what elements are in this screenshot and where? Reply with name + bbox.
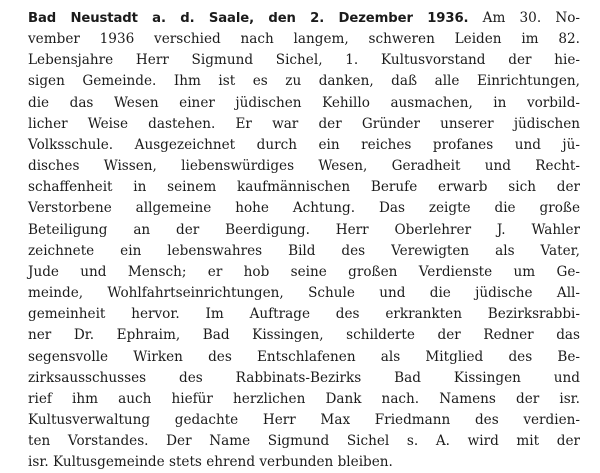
- article-line-5: die das Wesen einer jüdischen Kehillo ausmachen, in vorbild-: [28, 94, 580, 111]
- article-line-14: meinde, Wohlfahrtseinrichtungen, Schule und die jüdische All-: [28, 285, 580, 302]
- article-line-18: zirksausschusses des Rabbinats-Bezirks Bad Kissingen und: [28, 369, 580, 386]
- article-line-17: segensvolle Wirken des Entschlafenen als Mitglied des Be-: [28, 348, 580, 365]
- article-line-9: schaffenheit in seinem kaufmännischen Berufe erwarb sich der: [28, 179, 580, 196]
- article-line-10: Verstorbene allgemeine hohe Achtung. Das zeigte die große: [28, 200, 580, 217]
- article-line-1-text: Am 30. No-: [482, 10, 580, 26]
- dateline: Bad Neustadt a. d. Saale, den 2. Dezember 1936.: [28, 11, 469, 26]
- article-line-2: vember 1936 verschied nach langem, schweren Leiden im 82.: [28, 31, 580, 48]
- article-line-15: gemeinheit hervor. Im Auftrage des erkrankten Bezirksrabbi-: [28, 306, 580, 323]
- article-line-7: Volksschule. Ausgezeichnet durch ein reiches profanes und jü-: [28, 136, 580, 153]
- article-line-20: Kultusverwaltung gedachte Herr Max Friedmann des verdien-: [28, 411, 580, 428]
- article-line-1: [28, 8, 580, 29]
- article-line-11: Beteiligung an der Beerdigung. Herr Oberlehrer J. Wahler: [28, 221, 580, 238]
- article-line-19: rief ihm auch hiefür herzlichen Dank nach. Namens der isr.: [28, 390, 580, 407]
- article-line-4: sigen Gemeinde. Ihm ist es zu danken, daß alle Einrichtungen,: [28, 73, 580, 90]
- article-line-21: ten Vorstandes. Der Name Sigmund Sichel s. A. wird mit der: [28, 433, 580, 450]
- article-line-6: licher Weise dastehen. Er war der Gründer unserer jüdischen: [28, 115, 580, 132]
- article-line-3: Lebensjahre Herr Sigmund Sichel, 1. Kultusvorstand der hie-: [28, 52, 580, 69]
- article-line-16: ner Dr. Ephraim, Bad Kissingen, schilderte der Redner das: [28, 327, 580, 344]
- article-line-12: zeichnete ein lebenswahres Bild des Verewigten als Vater,: [28, 242, 580, 259]
- article-line-8: disches Wissen, liebenswürdiges Wesen, Geradheit und Recht-: [28, 158, 580, 175]
- article-line-13: Jude und Mensch; er hob seine großen Verdienste um Ge-: [28, 263, 580, 280]
- article-line-22: isr. Kultusgemeinde stets ehrend verbunden bleiben.: [28, 454, 393, 471]
- article-text: [28, 8, 580, 473]
